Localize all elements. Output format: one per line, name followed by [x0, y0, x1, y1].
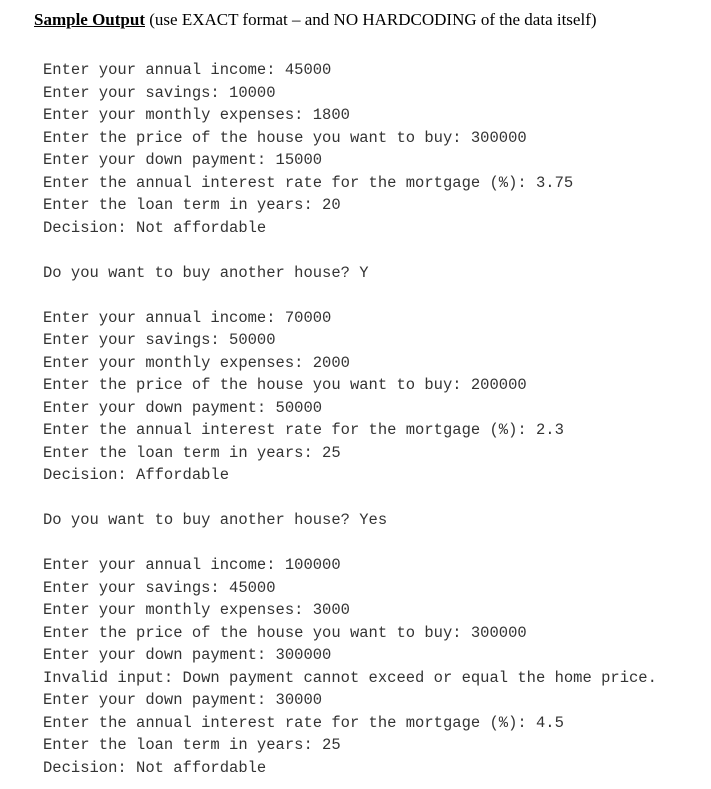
console-line: Enter your down payment: 30000 — [43, 691, 323, 709]
blank-line — [43, 532, 657, 555]
sample-output-heading — [34, 9, 597, 31]
console-line: Invalid input: Down payment cannot exceed or equal the home price. — [43, 668, 657, 687]
blank-line — [43, 284, 657, 307]
console-line: Enter the annual interest rate for the mortgage (%): 3.75 — [43, 173, 574, 192]
console-line: Decision: Affordable — [43, 466, 230, 484]
console-line: Enter your savings: 50000 — [43, 331, 276, 349]
blank-line — [43, 487, 657, 510]
console-line: Enter your annual income: 45000 — [43, 61, 332, 79]
console-line: Enter the price of the house you want to buy: 300000 — [43, 623, 527, 642]
console-line: Enter your savings: 10000 — [43, 83, 276, 102]
console-line: Enter your down payment: 15000 — [43, 151, 323, 169]
console-line: Enter your monthly expenses: 2000 — [43, 353, 350, 372]
sample-output-instructions: (use EXACT format – and NO HARDCODING of the data itself) — [145, 10, 597, 29]
console-line: Enter your down payment: 50000 — [43, 398, 323, 417]
console-output — [43, 59, 657, 779]
console-line: Enter the price of the house you want to buy: 300000 — [43, 128, 527, 147]
console-line: Enter the loan term in years: 25 — [43, 736, 341, 754]
blank-line — [43, 239, 657, 262]
console-line: Decision: Not affordable — [43, 758, 267, 777]
console-line: Enter your monthly expenses: 3000 — [43, 601, 350, 619]
console-line: Enter your savings: 45000 — [43, 578, 276, 597]
console-line: Enter your down payment: 300000 — [43, 646, 332, 664]
console-line: Enter your annual income: 70000 — [43, 308, 332, 327]
console-line: Enter the annual interest rate for the mortgage (%): 4.5 — [43, 713, 564, 732]
sample-output-title: Sample Output — [34, 10, 145, 29]
console-line: Enter your annual income: 100000 — [43, 556, 341, 574]
console-line: Enter the loan term in years: 20 — [43, 196, 341, 214]
console-line: Decision: Not affordable — [43, 218, 267, 237]
console-line: Enter the loan term in years: 25 — [43, 443, 341, 462]
console-line: Do you want to buy another house? Y — [43, 263, 369, 282]
console-line: Enter your monthly expenses: 1800 — [43, 106, 350, 124]
console-line: Do you want to buy another house? Yes — [43, 511, 388, 529]
console-line: Enter the annual interest rate for the mortgage (%): 2.3 — [43, 421, 564, 439]
console-line: Enter the price of the house you want to buy: 200000 — [43, 376, 527, 394]
